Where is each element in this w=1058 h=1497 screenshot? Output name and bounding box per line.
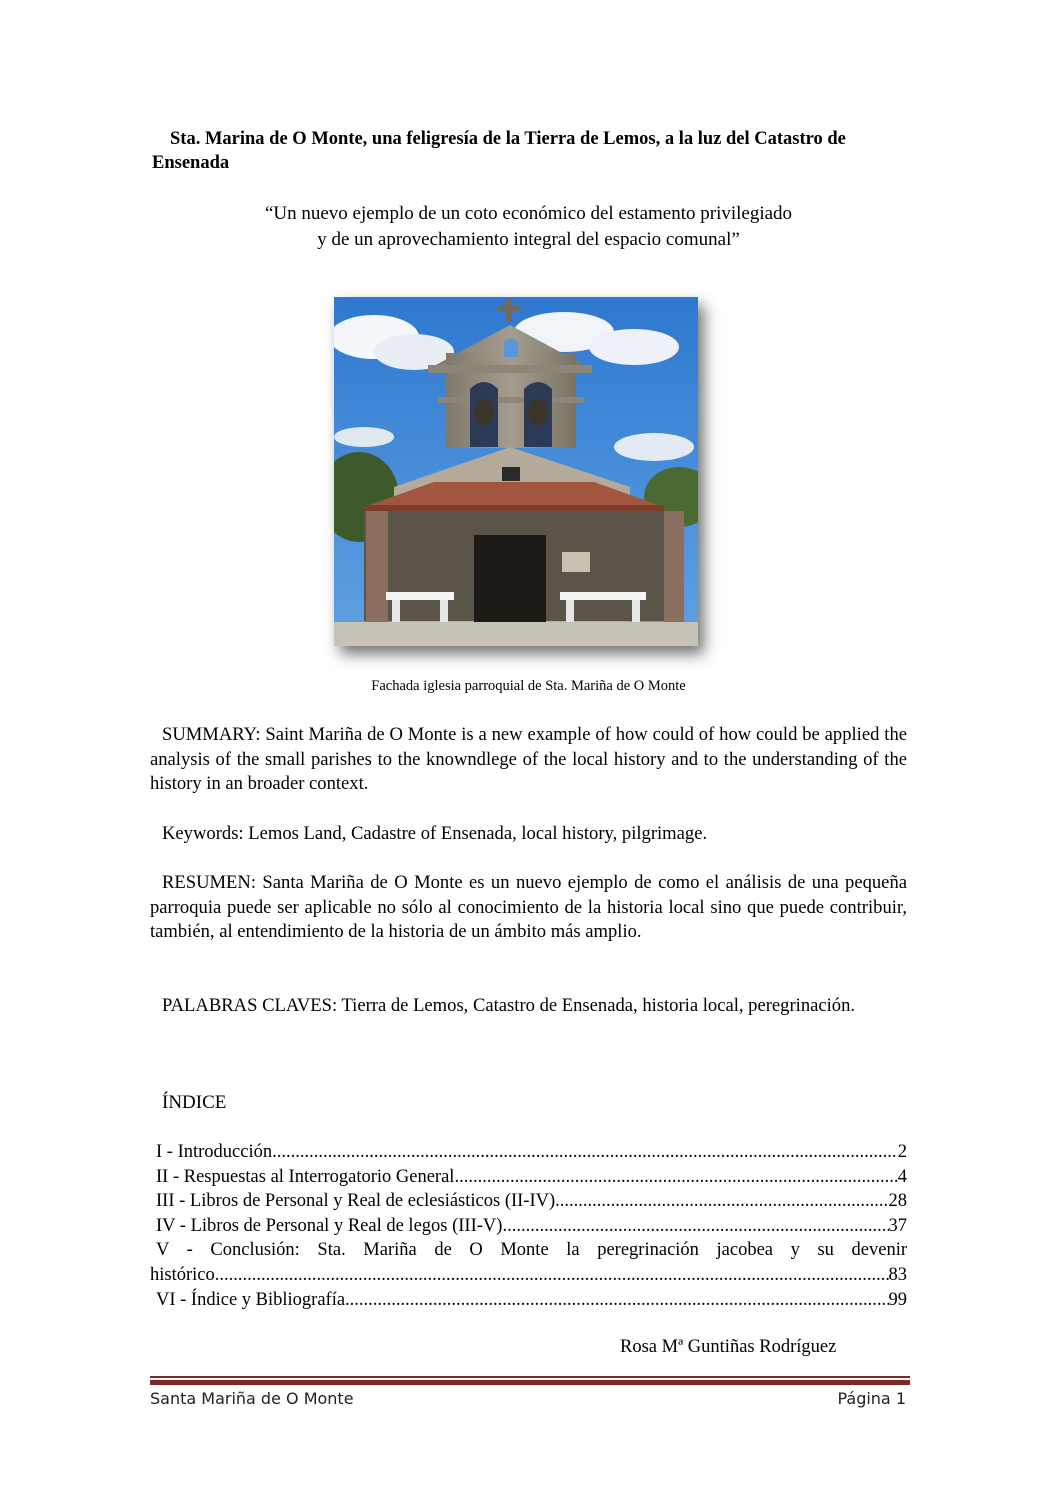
quote-line-1: “Un nuevo ejemplo de un coto económico del estamento privilegiado [264,203,793,224]
table-of-contents [150,1140,907,1312]
keywords-text: Keywords: Lemos Land, Cadastre of Ensenada, local history, pilgrimage. [162,823,708,844]
toc-entry-page: 2 [897,1142,907,1162]
summary-text: SUMMARY: Saint Mariña de O Monte is a new example of how could of how could be applied the analysis of the small parishes to the knowndlege of the local history and to the understanding of the history in an broader context. [150,724,907,795]
toc-entry[interactable] [150,1288,907,1313]
resumen-text: RESUMEN: Santa Mariña de O Monte es un nuevo ejemplo de como el análisis de una pequeña parroquia puede ser aplicable no sólo al conocimiento de la historia local sino que puede contribuir, también, al entendimiento de la historia de un ámbito más amplio. [150,872,907,943]
document-title: Sta. Marina de O Monte, una feligresía de la Tierra de Lemos, a la luz del Catastro de Ensenada [152,129,846,173]
palabras-claves-text: PALABRAS CLAVES: Tierra de Lemos, Catastro de Ensenada, historia local, peregrinación. [162,995,856,1016]
toc-entry[interactable] [150,1189,907,1214]
footer-divider-thin [150,1376,910,1378]
toc-entry[interactable] [150,1165,907,1190]
footer-page-number: Página 1 [837,1389,906,1408]
toc-entry-page: 37 [888,1215,907,1236]
toc-entry-label: histórico [150,1264,215,1285]
resumen-paragraph [150,871,907,945]
toc-entry-label: VI - Índice y Bibliografía [156,1289,346,1310]
toc-entry[interactable] [150,1140,907,1165]
index-heading: ÍNDICE [162,1092,227,1113]
toc-entry[interactable] [150,1214,907,1239]
toc-entry-label: II - Respuestas al Interrogatorio General [156,1166,455,1187]
photo-caption: Fachada iglesia parroquial de Sta. Mariña de O Monte [371,678,686,694]
toc-entry-page: 4 [897,1166,907,1187]
toc-entry-page: 99 [888,1289,907,1310]
summary-paragraph [150,723,907,797]
footer-divider-thick [150,1380,910,1385]
footer-document-name: Santa Mariña de O Monte [150,1389,354,1408]
toc-entry-conclusion[interactable] [150,1238,907,1287]
toc-entry-label: III - Libros de Personal y Real de eclesiásticos (II-IV) [156,1191,556,1212]
toc-entry-page: 83 [888,1264,907,1285]
toc-entry-label: V - Conclusión: Sta. Mariña de O Monte la peregrinación jacobea y su devenir [156,1240,907,1261]
toc-entry-label: I - Introducción [156,1142,273,1162]
toc-entry-label: IV - Libros de Personal y Real de legos (III-V) [156,1215,503,1236]
church-facade-photo [334,297,698,646]
epigraph-quote [150,201,907,253]
keywords-paragraph [150,822,907,847]
author-name: Rosa Mª Guntiñas Rodríguez [620,1337,837,1357]
palabras-claves-paragraph [150,994,907,1019]
quote-line-2: y de un aprovechamiento integral del espacio comunal” [317,229,740,250]
toc-entry-page: 28 [888,1191,907,1212]
